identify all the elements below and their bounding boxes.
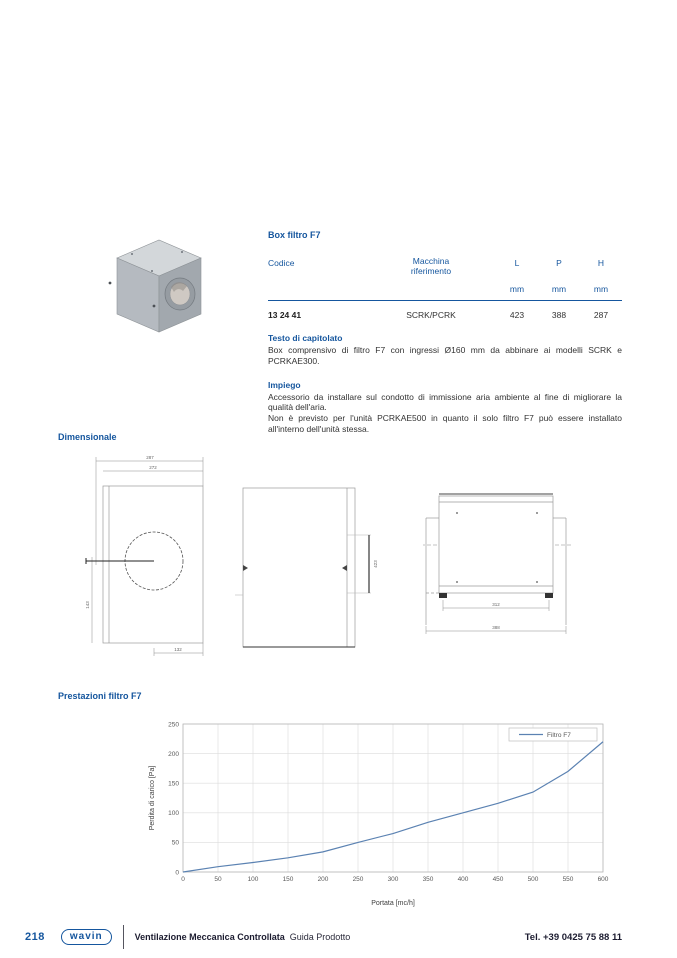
- x-axis-label: Portata [mc/h]: [371, 900, 415, 907]
- col-header-p: P: [556, 258, 562, 268]
- y-axis-label: Perdita di carico [Pa]: [149, 765, 156, 831]
- section-heading-impiego: Impiego: [268, 379, 301, 390]
- dim-side-right: 423: [373, 560, 378, 568]
- unit-h: mm: [593, 284, 609, 294]
- x-tick-label: 100: [247, 876, 259, 883]
- unit-p: mm: [551, 284, 567, 294]
- product-table: [268, 256, 622, 320]
- table-units-row: [268, 284, 622, 301]
- page-number: 218: [25, 931, 45, 943]
- page-footer: [0, 925, 677, 949]
- unit-l: mm: [509, 284, 525, 294]
- product-title: Box filtro F7: [268, 230, 321, 240]
- x-tick-label: 400: [457, 876, 469, 883]
- y-tick-label: 0: [175, 869, 179, 877]
- x-tick-label: 450: [492, 876, 504, 883]
- x-tick-label: 550: [562, 876, 574, 883]
- table-row: [268, 310, 622, 320]
- y-tick-label: 200: [168, 750, 179, 758]
- x-tick-label: 350: [422, 876, 434, 883]
- pressure-drop-chart: [145, 714, 615, 910]
- col-header-codice: Codice: [268, 258, 295, 268]
- performance-heading: Prestazioni filtro F7: [58, 691, 142, 701]
- col-header-l: L: [514, 258, 520, 268]
- wavin-logo: wavin: [61, 929, 112, 945]
- y-tick-label: 150: [168, 780, 179, 788]
- drawing-top-view: [423, 478, 603, 643]
- table-header-row: [268, 256, 622, 276]
- cell-h: 287: [593, 310, 609, 320]
- x-tick-label: 300: [387, 876, 399, 883]
- x-tick-label: 150: [282, 876, 294, 883]
- cell-machine: SCRK/PCRK: [406, 310, 456, 320]
- footer-title-bold: Ventilazione Meccanica Controllata: [134, 932, 285, 942]
- product-info-column: [268, 230, 622, 435]
- y-tick-label: 250: [168, 721, 179, 729]
- x-tick-label: 200: [317, 876, 329, 883]
- cell-l: 423: [509, 310, 525, 320]
- section-body-capitolato: Box comprensivo di filtro F7 con ingressi Ø160 mm da abbinare ai modelli SCRK e PCRKAE300.: [268, 345, 622, 366]
- dim-front-bottom: 132: [174, 647, 182, 652]
- cell-p: 388: [551, 310, 567, 320]
- col-header-h: H: [597, 258, 605, 268]
- dim-front-left: 143: [85, 601, 90, 609]
- y-tick-label: 50: [171, 839, 179, 847]
- dim-front-top-inner: 272: [149, 465, 157, 470]
- dim-top-inner: 312: [492, 602, 500, 607]
- x-tick-label: 600: [597, 876, 609, 883]
- legend-label: Filtro F7: [547, 732, 571, 739]
- x-tick-label: 50: [214, 876, 222, 883]
- footer-title-regular: Guida Prodotto: [289, 932, 351, 942]
- x-tick-label: 250: [352, 876, 364, 883]
- cell-code: 13 24 41: [268, 310, 302, 320]
- dimensional-heading: Dimensionale: [58, 432, 117, 442]
- y-tick-label: 100: [168, 810, 179, 818]
- drawing-side-view: [235, 463, 395, 663]
- chart-svg: [145, 714, 615, 910]
- section-heading-capitolato: Testo di capitolato: [268, 333, 343, 343]
- section-body-impiego: Accessorio da installare sul condotto di immissione aria ambiente al fine di migliorare la qualità dell'aria. Non è previsto per l'unità PCRKAE500 in quanto il solo filtro F7 può essere installato all'interno dell'unità stessa.: [268, 391, 622, 434]
- x-tick-label: 0: [181, 876, 185, 883]
- x-tick-label: 500: [527, 876, 539, 883]
- footer-phone: Tel. +39 0425 75 88 11: [524, 931, 622, 943]
- col-header-macchina: Macchina riferimento: [410, 256, 452, 276]
- product-image: [98, 231, 218, 336]
- drawing-front-view: [78, 453, 213, 668]
- footer-divider: [123, 925, 124, 949]
- dim-top-outer: 388: [492, 625, 500, 630]
- dim-front-top-outer: 287: [146, 455, 154, 460]
